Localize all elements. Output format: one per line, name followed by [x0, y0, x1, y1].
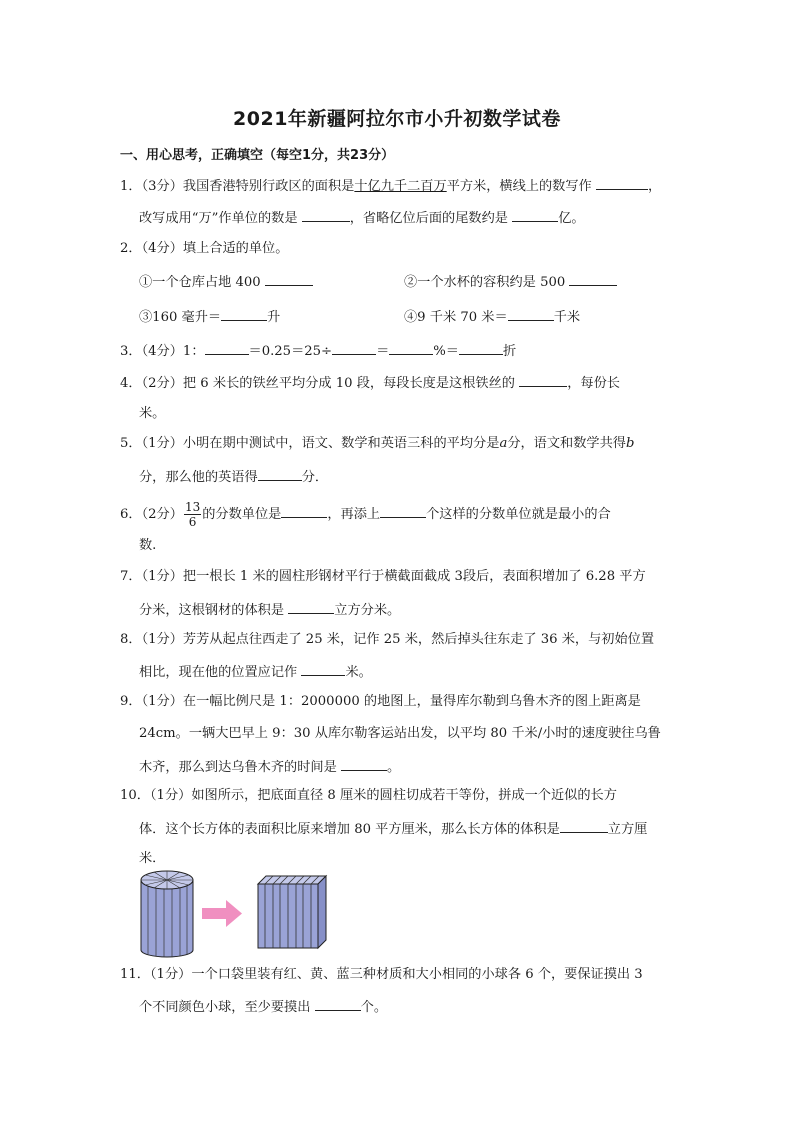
cuboid-shape [258, 876, 326, 948]
question-11-cont: 个不同颜色小球，至少要摸出 个。 [139, 996, 387, 1018]
question-9-line-2: 24cm。一辆大巴早上 9：30 从库尔勒客运站出发，以平均 80 千米/小时的速度驶往乌鲁 [139, 726, 661, 741]
question-5-cont: 分，那么他的英语得 分． [139, 466, 328, 488]
cylinder-shape [141, 871, 193, 957]
question-10-cont: 米． [139, 851, 166, 866]
question-9: 9．（1分）在一幅比例尺是 1：2000000 的地图上，量得库尔勒到乌鲁木齐的图上距离是 [120, 694, 641, 709]
answer-blank[interactable] [258, 466, 302, 481]
question-1-cont: 改写成用“万”作单位的数是 ，省略亿位后面的尾数约是 亿。 [139, 207, 585, 229]
question-7-cont: 分米，这根钢材的体积是 立方分米。 [139, 599, 400, 621]
answer-blank[interactable] [205, 340, 249, 355]
question-5: 5．（1分）小明在期中测试中，语文、数学和英语三科的平均分是a分，语文和数学共得b [120, 436, 635, 451]
answer-blank[interactable] [315, 996, 361, 1011]
question-2-item-2: ②一个水杯的容积约是 500 [404, 271, 617, 293]
question-7: 7．（1分）把一根长 1 米的圆柱形钢材平行于横截面截成 3段后，表面积增加了 6.28 平方 [120, 569, 646, 584]
answer-blank[interactable] [380, 503, 426, 518]
question-8: 8．（1分）芳芳从起点往西走了 25 米，记作 25 米，然后掉头往东走了 36 米，与初始位置 [120, 632, 655, 647]
answer-blank[interactable] [341, 756, 387, 771]
page-title: 2021年新疆阿拉尔市小升初数学试卷 [233, 108, 561, 130]
question-10-line-2: 体．这个长方体的表面积比原来增加 80 平方厘米，那么长方体的体积是 立方厘 [139, 818, 647, 840]
answer-blank[interactable] [288, 599, 334, 614]
question-3: 3．（4分）1： ＝0.25＝25÷ ＝ %＝ 折 [120, 340, 516, 362]
answer-blank[interactable] [221, 306, 267, 321]
cylinder-to-cuboid-figure [136, 868, 332, 958]
answer-blank[interactable] [519, 372, 567, 387]
section-heading: 一、用心思考，正确填空（每空1分，共23分） [120, 148, 395, 163]
question-2: 2．（4分）填上合适的单位。 [120, 241, 289, 256]
question-1: 1．（3分）我国香港特别行政区的面积是十亿九千二百万平方米，横线上的数写作 ， [120, 175, 661, 197]
answer-blank[interactable] [332, 340, 376, 355]
arrow-icon [202, 900, 242, 927]
fraction: $\frac{13}{6}$ [184, 500, 201, 529]
question-10: 10．（1分）如图所示，把底面直径 8 厘米的圆柱切成若干等份，拼成一个近似的长方 [120, 788, 617, 803]
question-4: 4．（2分）把 6 米长的铁丝平均分成 10 段，每段长度是这根铁丝的 ，每份长 [120, 372, 620, 394]
question-6-cont: 数. [139, 538, 157, 553]
question-2-item-4: ④9 千米 70 米＝ 千米 [404, 306, 580, 328]
question-2-item-3: ③160 毫升＝ 升 [139, 306, 280, 328]
question-9-cont: 木齐，那么到达乌鲁木齐的时间是 。 [139, 756, 400, 778]
answer-blank[interactable] [508, 306, 554, 321]
answer-blank[interactable] [569, 271, 617, 286]
answer-blank[interactable] [389, 340, 433, 355]
answer-blank[interactable] [512, 207, 558, 222]
question-4-cont: 米。 [139, 406, 166, 421]
answer-blank[interactable] [459, 340, 503, 355]
question-2-item-1: ①一个仓库占地 400 [139, 271, 313, 293]
answer-blank[interactable] [560, 818, 608, 833]
answer-blank[interactable] [302, 207, 350, 222]
question-6: 6．（2分） $\frac{13}{6}$ 的分数单位是 ，再添上 个这样的分数单位就是最小的合 [120, 500, 611, 529]
answer-blank[interactable] [265, 271, 313, 286]
question-11: 11．（1分）一个口袋里装有红、黄、蓝三种材质和大小相同的小球各 6 个，要保证摸出 3 [120, 967, 643, 982]
answer-blank[interactable] [596, 175, 648, 190]
answer-blank[interactable] [281, 503, 327, 518]
question-8-cont: 相比，现在他的位置应记作 米。 [139, 661, 372, 683]
answer-blank[interactable] [301, 661, 345, 676]
